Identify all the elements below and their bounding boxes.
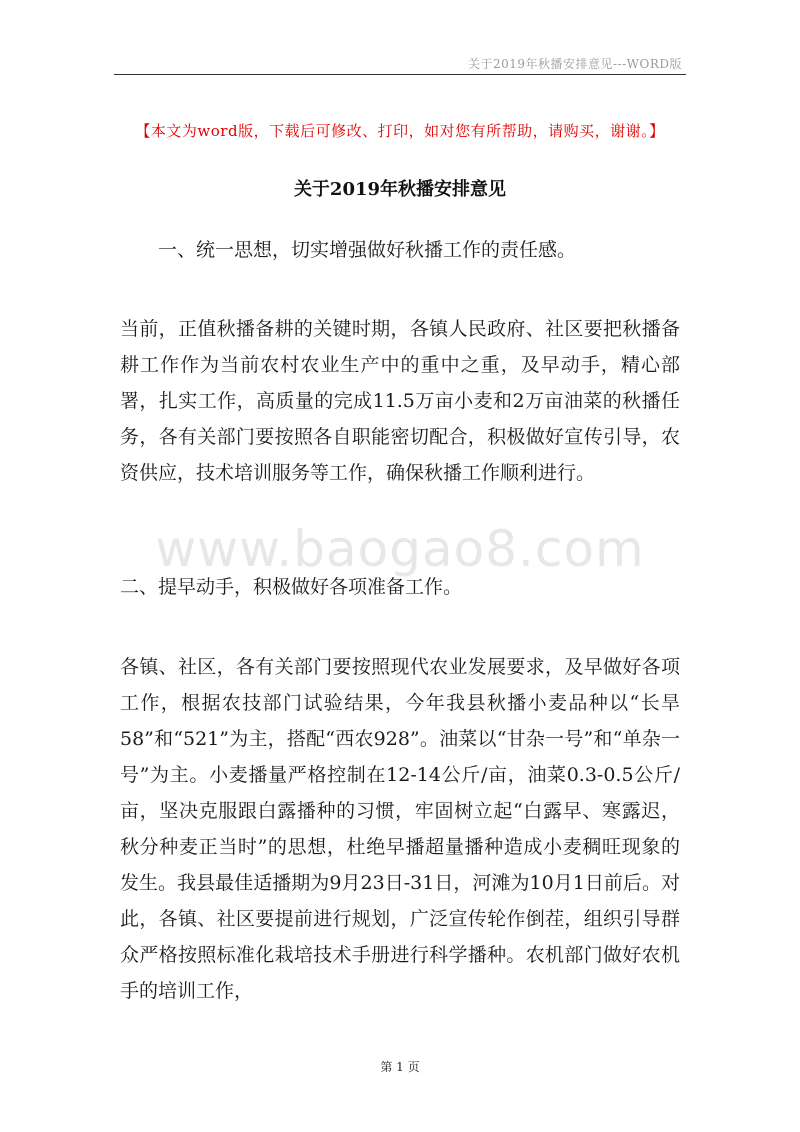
watermark: www.baogao8.com	[155, 520, 645, 578]
section-paragraph-1: 当前，正值秋播备耕的关键时期，各镇人民政府、社区要把秋播备耕工作作为当前农村农业生产中的重中之重，及早动手，精心部署，扎实工作，高质量的完成11.5万亩小麦和2万亩油菜的秋播任务，各有关部门要按照各自职能密切配合，积极做好宣传引导，农资供应，技术培训服务等工作，确保秋播工作顺利进行。	[120, 318, 680, 484]
section-paragraph-2: 各镇、社区，各有关部门要按照现代农业发展要求，及早做好各项工作，根据农技部门试验结果，今年我县秋播小麦品种以“长旱 58”和“521”为主，搭配“西农928”。油菜以“甘杂一号”和“单杂一号”为主。小麦播量严格控制在12-14公斤/亩，油菜0.3-0.5公斤/亩，坚决克服跟白露播种的习惯，牢固树立起“白露早、寒露迟，秋分种麦正当时”的思想，杜绝早播超量播种造成小麦稠旺现象的发生。我县最佳适播期为9月23日-31日，河滩为10月1日前后。对此，各镇、社区要提前进行规划，广泛宣传轮作倒茬，组织引导群众严格按照标准化栽培技术手册进行科学播种。农机部门做好农机手的培训工作，	[120, 656, 680, 1002]
page-number: 第 1 页	[380, 1060, 420, 1074]
section-heading-1: 一、统一思想，切实增强做好秋播工作的责任感。	[158, 239, 577, 261]
running-header: 关于2019年秋播安排意见---WORD版	[467, 57, 682, 71]
download-notice: 【本文为word版，下载后可修改、打印，如对您有所帮助，请购买，谢谢。】	[135, 122, 665, 140]
section-heading-2: 二、提早动手，积极做好各项准备工作。	[120, 576, 463, 598]
document-title: 关于2019年秋播安排意见	[293, 179, 507, 200]
header-divider	[114, 74, 686, 75]
